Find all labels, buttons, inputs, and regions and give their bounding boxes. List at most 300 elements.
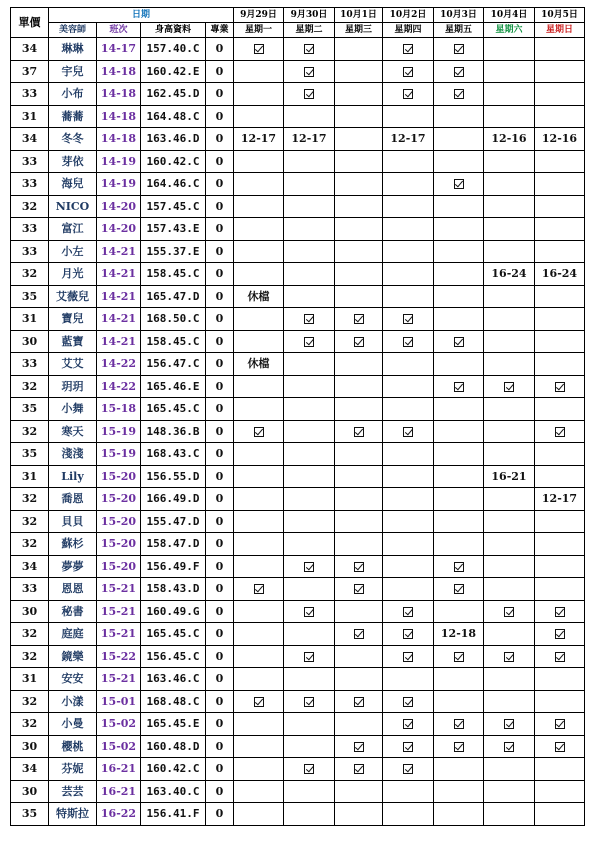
- table-row: [11, 690, 585, 713]
- price-cell: 31: [11, 668, 49, 691]
- day-cell: [484, 173, 535, 196]
- class-cell: 15-01: [97, 690, 141, 713]
- spec-cell: 0: [206, 398, 234, 421]
- day-cell: [284, 60, 335, 83]
- day-cell: [335, 150, 383, 173]
- day-cell: [434, 668, 484, 691]
- name-cell: 芸芸: [49, 780, 97, 803]
- header-body: 身高資料: [141, 23, 206, 38]
- day-cell: [284, 465, 335, 488]
- table-row: [11, 623, 585, 646]
- day-cell: [434, 645, 484, 668]
- day-cell: [484, 285, 535, 308]
- header-weekday: 星期三: [335, 23, 383, 38]
- day-cell: 16-24: [535, 263, 585, 286]
- day-cell: [335, 690, 383, 713]
- checkbox-checked-icon: [254, 584, 264, 594]
- checkbox-checked-icon: [555, 742, 565, 752]
- day-cell: [484, 353, 535, 376]
- class-cell: 16-21: [97, 780, 141, 803]
- day-cell: [234, 713, 284, 736]
- price-cell: 32: [11, 623, 49, 646]
- table-row: [11, 60, 585, 83]
- header-weekday: 星期二: [284, 23, 335, 38]
- day-cell: [434, 38, 484, 61]
- name-cell: 冬冬: [49, 128, 97, 151]
- body-data-cell: 160.48.D: [141, 735, 206, 758]
- day-cell: [335, 285, 383, 308]
- class-cell: 14-18: [97, 60, 141, 83]
- checkbox-checked-icon: [454, 67, 464, 77]
- day-cell: [284, 578, 335, 601]
- day-cell: [234, 195, 284, 218]
- day-cell: [383, 83, 434, 106]
- day-cell: [335, 533, 383, 556]
- checkbox-checked-icon: [504, 382, 514, 392]
- day-cell: [434, 578, 484, 601]
- body-data-cell: 168.48.C: [141, 690, 206, 713]
- table-row: [11, 150, 585, 173]
- checkbox-checked-icon: [354, 562, 364, 572]
- name-cell: 小舞: [49, 398, 97, 421]
- day-cell: [383, 105, 434, 128]
- day-cell: [234, 375, 284, 398]
- spec-cell: 0: [206, 735, 234, 758]
- spec-cell: 0: [206, 465, 234, 488]
- day-cell: [535, 150, 585, 173]
- header-class: 班次: [97, 23, 141, 38]
- day-cell: [335, 600, 383, 623]
- day-cell: [383, 780, 434, 803]
- checkbox-checked-icon: [555, 629, 565, 639]
- day-cell: [383, 645, 434, 668]
- class-cell: 15-21: [97, 600, 141, 623]
- class-cell: 15-02: [97, 713, 141, 736]
- spec-cell: 0: [206, 353, 234, 376]
- class-cell: 14-22: [97, 353, 141, 376]
- day-cell: [335, 398, 383, 421]
- checkbox-checked-icon: [403, 764, 413, 774]
- checkbox-checked-icon: [403, 44, 413, 54]
- day-cell: [335, 375, 383, 398]
- checkbox-checked-icon: [304, 44, 314, 54]
- price-cell: 37: [11, 60, 49, 83]
- spec-cell: 0: [206, 645, 234, 668]
- day-cell: [434, 105, 484, 128]
- spec-cell: 0: [206, 803, 234, 826]
- checkbox-checked-icon: [403, 67, 413, 77]
- price-cell: 32: [11, 690, 49, 713]
- header-name: 美容師: [49, 23, 97, 38]
- price-cell: 32: [11, 195, 49, 218]
- table-row: [11, 488, 585, 511]
- spec-cell: 0: [206, 105, 234, 128]
- day-cell: [434, 735, 484, 758]
- day-cell: [484, 668, 535, 691]
- day-cell: [383, 735, 434, 758]
- class-cell: 14-20: [97, 218, 141, 241]
- day-cell: [484, 375, 535, 398]
- class-cell: 14-21: [97, 240, 141, 263]
- checkbox-checked-icon: [403, 629, 413, 639]
- day-cell: [535, 780, 585, 803]
- body-data-cell: 165.45.C: [141, 623, 206, 646]
- day-cell: [484, 645, 535, 668]
- day-cell: [535, 330, 585, 353]
- day-cell: 12-16: [484, 128, 535, 151]
- header-date: 10月4日: [484, 8, 535, 23]
- price-cell: 32: [11, 713, 49, 736]
- name-cell: 安安: [49, 668, 97, 691]
- day-cell: [383, 398, 434, 421]
- day-cell: [434, 173, 484, 196]
- day-cell: 12-16: [535, 128, 585, 151]
- day-cell: 16-24: [484, 263, 535, 286]
- day-cell: [434, 465, 484, 488]
- name-cell: 富江: [49, 218, 97, 241]
- day-cell: [335, 803, 383, 826]
- table-row: [11, 465, 585, 488]
- spec-cell: 0: [206, 555, 234, 578]
- price-cell: 32: [11, 510, 49, 533]
- price-cell: 32: [11, 488, 49, 511]
- spec-cell: 0: [206, 83, 234, 106]
- spec-cell: 0: [206, 128, 234, 151]
- price-cell: 33: [11, 83, 49, 106]
- day-cell: [484, 713, 535, 736]
- checkbox-checked-icon: [304, 67, 314, 77]
- day-cell: [383, 510, 434, 533]
- checkbox-checked-icon: [403, 427, 413, 437]
- body-data-cell: 156.47.C: [141, 353, 206, 376]
- spec-cell: 0: [206, 218, 234, 241]
- table-row: [11, 600, 585, 623]
- day-cell: [284, 668, 335, 691]
- body-data-cell: 164.48.C: [141, 105, 206, 128]
- checkbox-checked-icon: [504, 607, 514, 617]
- spec-cell: 0: [206, 533, 234, 556]
- day-cell: [535, 533, 585, 556]
- day-cell: [484, 443, 535, 466]
- day-cell: [484, 780, 535, 803]
- day-cell: [234, 555, 284, 578]
- name-cell: 庭庭: [49, 623, 97, 646]
- table-row: [11, 758, 585, 781]
- body-data-cell: 157.45.C: [141, 195, 206, 218]
- checkbox-checked-icon: [304, 764, 314, 774]
- day-cell: [335, 173, 383, 196]
- day-cell: [335, 330, 383, 353]
- day-cell: [434, 308, 484, 331]
- day-cell: [284, 555, 335, 578]
- day-cell: [284, 353, 335, 376]
- price-cell: 31: [11, 105, 49, 128]
- name-cell: 小左: [49, 240, 97, 263]
- table-row: [11, 308, 585, 331]
- day-cell: [234, 263, 284, 286]
- day-cell: [383, 803, 434, 826]
- spec-cell: 0: [206, 758, 234, 781]
- spec-cell: 0: [206, 668, 234, 691]
- checkbox-checked-icon: [304, 562, 314, 572]
- day-cell: [284, 533, 335, 556]
- price-cell: 33: [11, 218, 49, 241]
- day-cell: [234, 173, 284, 196]
- day-cell: [434, 713, 484, 736]
- checkbox-checked-icon: [403, 742, 413, 752]
- day-cell: 休檔: [234, 285, 284, 308]
- price-cell: 32: [11, 645, 49, 668]
- day-cell: [484, 195, 535, 218]
- price-cell: 31: [11, 308, 49, 331]
- price-cell: 31: [11, 465, 49, 488]
- body-data-cell: 165.45.E: [141, 713, 206, 736]
- day-cell: [335, 263, 383, 286]
- name-cell: 秘書: [49, 600, 97, 623]
- class-cell: 14-18: [97, 128, 141, 151]
- day-cell: [234, 150, 284, 173]
- body-data-cell: 155.47.D: [141, 510, 206, 533]
- day-cell: [383, 375, 434, 398]
- day-cell: [434, 128, 484, 151]
- class-cell: 14-21: [97, 330, 141, 353]
- header-weekday: 星期一: [234, 23, 284, 38]
- price-cell: 33: [11, 240, 49, 263]
- body-data-cell: 164.46.C: [141, 173, 206, 196]
- body-data-cell: 160.42.E: [141, 60, 206, 83]
- name-cell: 芬妮: [49, 758, 97, 781]
- class-cell: 16-22: [97, 803, 141, 826]
- price-cell: 30: [11, 330, 49, 353]
- day-cell: [284, 195, 335, 218]
- price-cell: 34: [11, 758, 49, 781]
- checkbox-checked-icon: [354, 742, 364, 752]
- day-cell: [335, 105, 383, 128]
- spec-cell: 0: [206, 263, 234, 286]
- day-cell: [234, 510, 284, 533]
- day-cell: [484, 38, 535, 61]
- name-cell: 櫻桃: [49, 735, 97, 758]
- body-data-cell: 157.40.C: [141, 38, 206, 61]
- table-row: [11, 510, 585, 533]
- spec-cell: 0: [206, 60, 234, 83]
- day-cell: [284, 263, 335, 286]
- day-cell: [383, 758, 434, 781]
- day-cell: [234, 668, 284, 691]
- class-cell: 15-21: [97, 623, 141, 646]
- day-cell: [383, 240, 434, 263]
- day-cell: [234, 488, 284, 511]
- body-data-cell: 163.46.D: [141, 128, 206, 151]
- day-cell: [335, 308, 383, 331]
- day-cell: [284, 713, 335, 736]
- checkbox-checked-icon: [304, 607, 314, 617]
- checkbox-checked-icon: [403, 607, 413, 617]
- day-cell: [484, 758, 535, 781]
- class-cell: 14-22: [97, 375, 141, 398]
- checkbox-checked-icon: [454, 44, 464, 54]
- spec-cell: 0: [206, 308, 234, 331]
- day-cell: [484, 803, 535, 826]
- spec-cell: 0: [206, 600, 234, 623]
- day-cell: [484, 533, 535, 556]
- price-cell: 35: [11, 398, 49, 421]
- table-row: [11, 780, 585, 803]
- header-weekday: 星期五: [434, 23, 484, 38]
- table-row: [11, 645, 585, 668]
- table-row: [11, 578, 585, 601]
- day-cell: [234, 690, 284, 713]
- day-cell: [434, 330, 484, 353]
- day-cell: [335, 240, 383, 263]
- day-cell: [484, 600, 535, 623]
- day-cell: [535, 285, 585, 308]
- day-cell: [284, 735, 335, 758]
- class-cell: 15-18: [97, 398, 141, 421]
- table-row: [11, 375, 585, 398]
- spec-cell: 0: [206, 443, 234, 466]
- body-data-cell: 166.49.D: [141, 488, 206, 511]
- day-cell: [335, 578, 383, 601]
- day-cell: [535, 38, 585, 61]
- day-cell: [335, 758, 383, 781]
- header-weekday-sunday: 星期日: [535, 23, 585, 38]
- body-data-cell: 165.47.D: [141, 285, 206, 308]
- day-cell: [383, 713, 434, 736]
- table-row: [11, 533, 585, 556]
- table-row: [11, 83, 585, 106]
- day-cell: [284, 375, 335, 398]
- table-row: [11, 555, 585, 578]
- day-cell: [383, 690, 434, 713]
- name-cell: 恩恩: [49, 578, 97, 601]
- price-cell: 35: [11, 443, 49, 466]
- day-cell: [383, 38, 434, 61]
- checkbox-checked-icon: [555, 427, 565, 437]
- day-cell: [535, 465, 585, 488]
- checkbox-checked-icon: [354, 427, 364, 437]
- day-cell: [234, 60, 284, 83]
- checkbox-checked-icon: [555, 382, 565, 392]
- day-cell: [484, 398, 535, 421]
- table-row: [11, 38, 585, 61]
- body-data-cell: 165.46.E: [141, 375, 206, 398]
- class-cell: 14-18: [97, 105, 141, 128]
- checkbox-checked-icon: [403, 314, 413, 324]
- header-date: 10月1日: [335, 8, 383, 23]
- day-cell: [234, 105, 284, 128]
- table-row: [11, 353, 585, 376]
- spec-cell: 0: [206, 623, 234, 646]
- name-cell: 小漾: [49, 690, 97, 713]
- checkbox-checked-icon: [403, 719, 413, 729]
- day-cell: [434, 510, 484, 533]
- day-cell: [383, 578, 434, 601]
- table-row: [11, 398, 585, 421]
- day-cell: [535, 623, 585, 646]
- day-cell: [335, 195, 383, 218]
- table-row: [11, 668, 585, 691]
- price-cell: 30: [11, 780, 49, 803]
- body-data-cell: 163.46.C: [141, 668, 206, 691]
- day-cell: [535, 443, 585, 466]
- checkbox-checked-icon: [354, 629, 364, 639]
- day-cell: [335, 218, 383, 241]
- day-cell: [383, 353, 434, 376]
- spec-cell: 0: [206, 240, 234, 263]
- name-cell: 喬恩: [49, 488, 97, 511]
- day-cell: [535, 578, 585, 601]
- checkbox-checked-icon: [304, 697, 314, 707]
- day-cell: [434, 690, 484, 713]
- body-data-cell: 157.43.E: [141, 218, 206, 241]
- day-cell: [234, 623, 284, 646]
- table-row: [11, 713, 585, 736]
- day-cell: 休檔: [234, 353, 284, 376]
- day-cell: [383, 150, 434, 173]
- day-cell: [284, 600, 335, 623]
- price-cell: 32: [11, 533, 49, 556]
- day-cell: [383, 173, 434, 196]
- class-cell: 15-19: [97, 443, 141, 466]
- day-cell: [484, 578, 535, 601]
- table-row: [11, 330, 585, 353]
- price-cell: 34: [11, 38, 49, 61]
- day-cell: [434, 285, 484, 308]
- day-cell: [284, 443, 335, 466]
- day-cell: [535, 758, 585, 781]
- table-row: [11, 128, 585, 151]
- checkbox-checked-icon: [504, 742, 514, 752]
- day-cell: [335, 555, 383, 578]
- checkbox-checked-icon: [403, 89, 413, 99]
- day-cell: [535, 173, 585, 196]
- day-cell: [434, 60, 484, 83]
- day-cell: [335, 38, 383, 61]
- body-data-cell: 168.50.C: [141, 308, 206, 331]
- name-cell: 貝貝: [49, 510, 97, 533]
- day-cell: [535, 240, 585, 263]
- day-cell: 12-17: [284, 128, 335, 151]
- spec-cell: 0: [206, 690, 234, 713]
- table-row: [11, 803, 585, 826]
- name-cell: 海兒: [49, 173, 97, 196]
- day-cell: [535, 803, 585, 826]
- day-cell: [284, 623, 335, 646]
- day-cell: [383, 308, 434, 331]
- day-cell: [335, 645, 383, 668]
- day-cell: [484, 488, 535, 511]
- day-cell: [234, 780, 284, 803]
- day-cell: [383, 555, 434, 578]
- day-cell: [383, 443, 434, 466]
- day-cell: [284, 330, 335, 353]
- name-cell: 小曼: [49, 713, 97, 736]
- day-cell: [234, 83, 284, 106]
- day-cell: [383, 420, 434, 443]
- day-cell: [383, 263, 434, 286]
- day-cell: [284, 803, 335, 826]
- price-cell: 34: [11, 128, 49, 151]
- day-cell: 12-17: [383, 128, 434, 151]
- checkbox-checked-icon: [354, 584, 364, 594]
- day-cell: [434, 758, 484, 781]
- body-data-cell: 156.55.D: [141, 465, 206, 488]
- body-data-cell: 155.37.E: [141, 240, 206, 263]
- checkbox-checked-icon: [454, 562, 464, 572]
- day-cell: [234, 240, 284, 263]
- class-cell: 15-21: [97, 578, 141, 601]
